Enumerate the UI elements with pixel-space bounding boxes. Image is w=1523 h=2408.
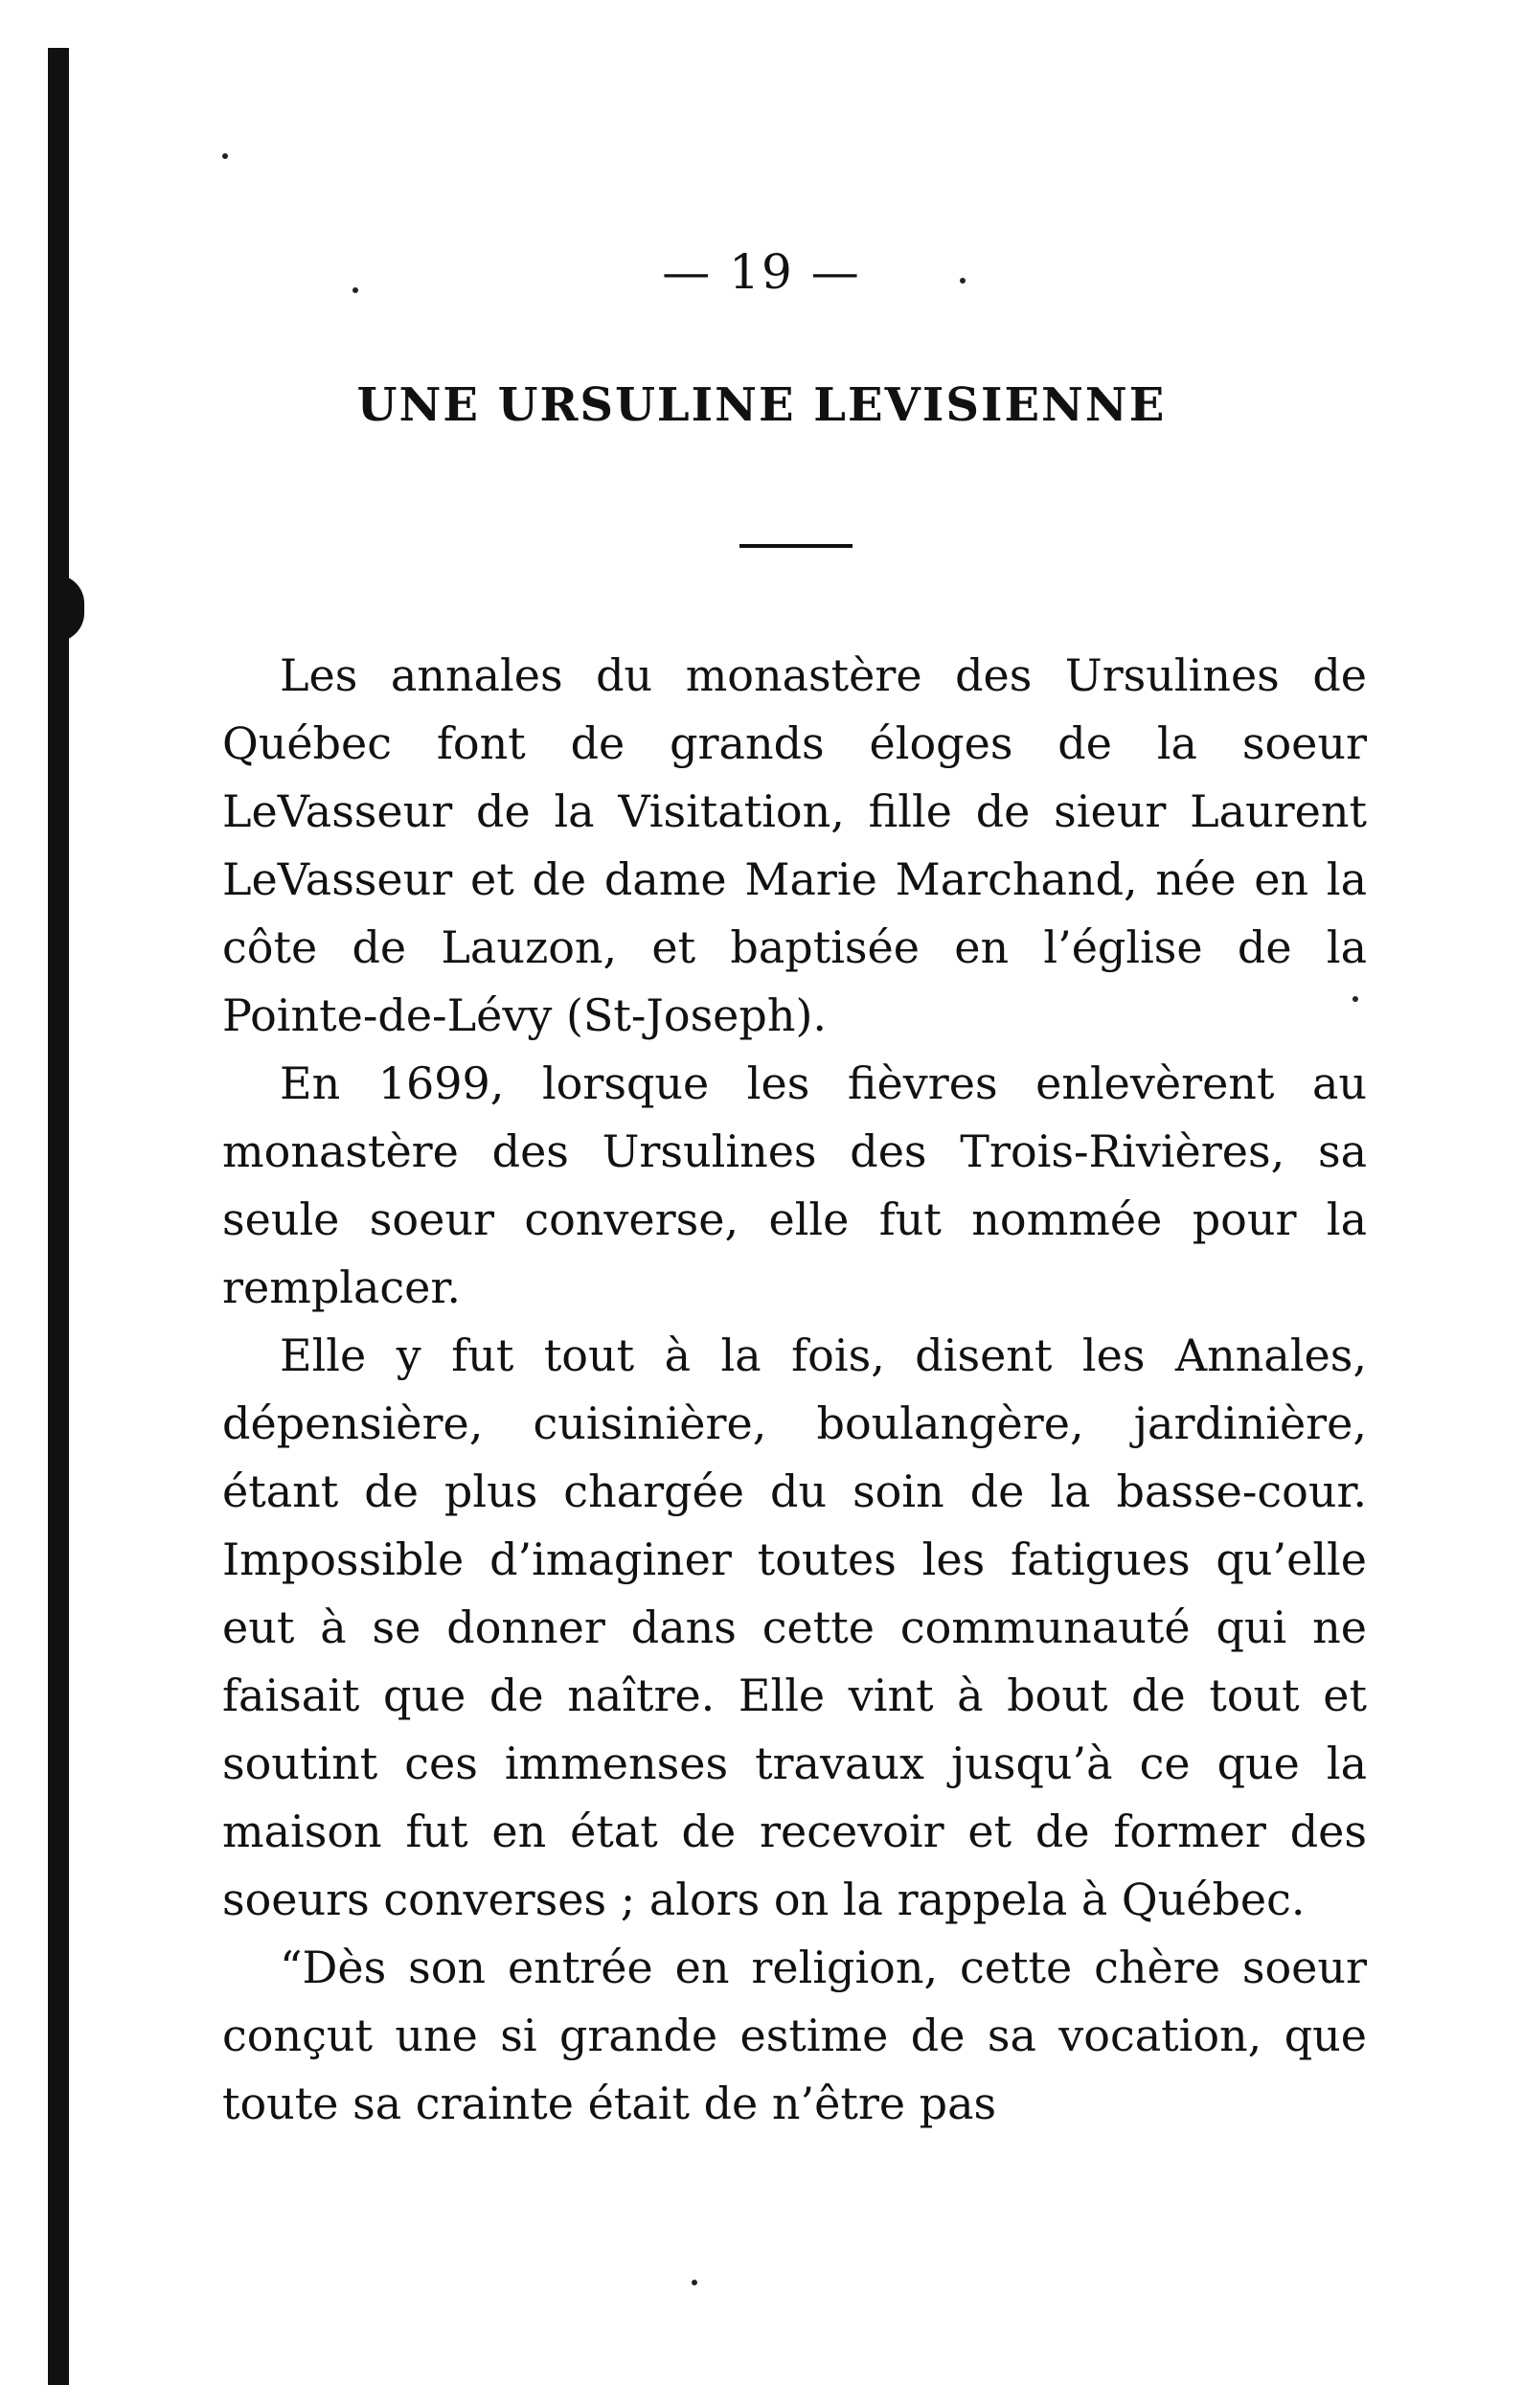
paragraph: Les annales du monastère des Ursulines de Québec font de grands éloges de la soeur LeVasseur de la Visitation, fille de sieur Laurent LeVasseur et de dame Marie Marchand, née en la côte de Lauzon, et baptisée en l’église de la Pointe-de-Lévy (St-Joseph). — [222, 649, 1367, 1041]
body-text — [222, 642, 1367, 2138]
paragraph: “Dès son entrée en religion, cette chère soeur conçut une si grande estime de sa vocation, que toute sa crainte était de n’être pas — [222, 1942, 1367, 2129]
paragraph: En 1699, lorsque les fièvres enlevèrent au monastère des Ursulines des Trois-Rivières, sa seule soeur converse, elle fut nommée pour la remplacer. — [222, 1057, 1367, 1313]
print-speck — [692, 2280, 697, 2285]
print-speck — [222, 153, 228, 159]
page-number: — 19 — — [662, 244, 861, 300]
paragraph: Elle y fut tout à la fois, disent les Annales, dépensière, cuisinière, boulangère, jardinière, étant de plus chargée du soin de la basse-cour. Impossible d’imaginer toutes les fatigues qu’elle eut à se donner dans cette communauté qui ne faisait que de naître. Elle vint à bout de tout et soutint ces immenses travaux jusqu’à ce que la maison fut en état de recevoir et de former des soeurs converses ; alors on la rappela à Québec. — [222, 1329, 1367, 1925]
page-title: UNE URSULINE LEVISIENNE — [356, 378, 1167, 432]
page-binding-notch — [48, 575, 84, 642]
title-divider — [739, 544, 852, 548]
